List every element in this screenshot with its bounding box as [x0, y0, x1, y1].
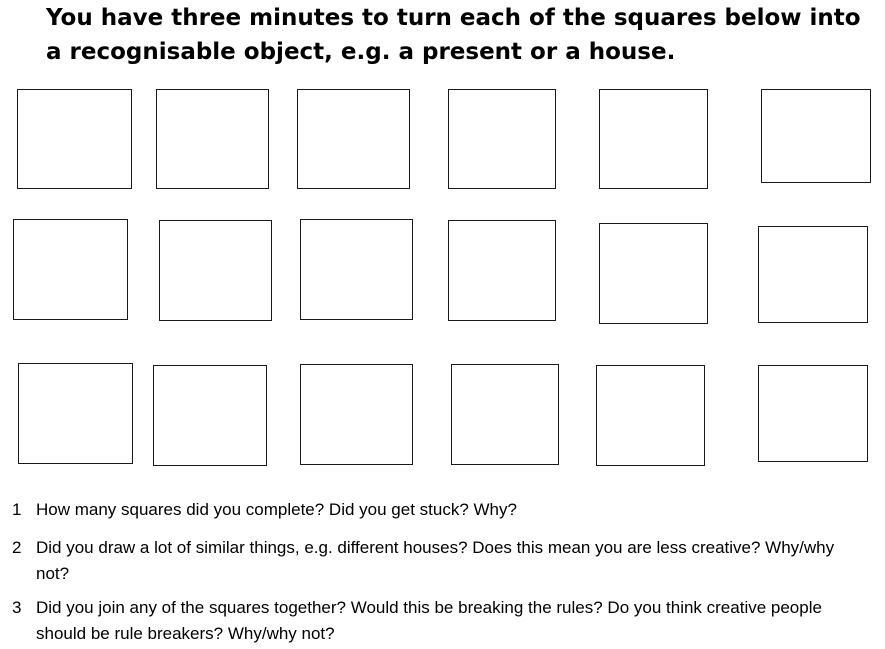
drawing-square[interactable]: [17, 89, 132, 189]
instructions-heading: You have three minutes to turn each of the squares below into a recognisable object, e.g. a present or a house.: [46, 5, 861, 65]
drawing-square[interactable]: [156, 89, 269, 189]
drawing-square[interactable]: [153, 365, 267, 466]
question-number: 1: [12, 500, 22, 519]
question-item: [12, 497, 871, 523]
drawing-square[interactable]: [300, 364, 413, 465]
drawing-square[interactable]: [599, 223, 708, 324]
drawing-square[interactable]: [758, 365, 868, 462]
question-item: [12, 535, 871, 587]
drawing-square[interactable]: [758, 226, 868, 323]
question-text: How many squares did you complete? Did you get stuck? Why?: [36, 500, 517, 519]
drawing-square[interactable]: [599, 89, 708, 189]
question-number: 3: [12, 598, 22, 617]
drawing-square[interactable]: [451, 364, 559, 465]
drawing-square[interactable]: [13, 219, 128, 320]
drawing-square[interactable]: [448, 89, 556, 189]
drawing-square[interactable]: [159, 220, 272, 321]
question-item: [12, 595, 871, 647]
drawing-square[interactable]: [300, 219, 413, 320]
question-text: Did you draw a lot of similar things, e.g. different houses? Does this mean you are less creative? Why/why not?: [36, 538, 835, 583]
drawing-square[interactable]: [448, 220, 556, 321]
question-text: Did you join any of the squares together? Would this be breaking the rules? Do you think creative people should be rule breakers? Why/why not?: [36, 598, 822, 643]
drawing-square[interactable]: [297, 89, 410, 189]
drawing-square[interactable]: [596, 365, 705, 466]
question-number: 2: [12, 538, 22, 557]
drawing-square[interactable]: [18, 363, 133, 464]
drawing-square[interactable]: [761, 89, 871, 183]
